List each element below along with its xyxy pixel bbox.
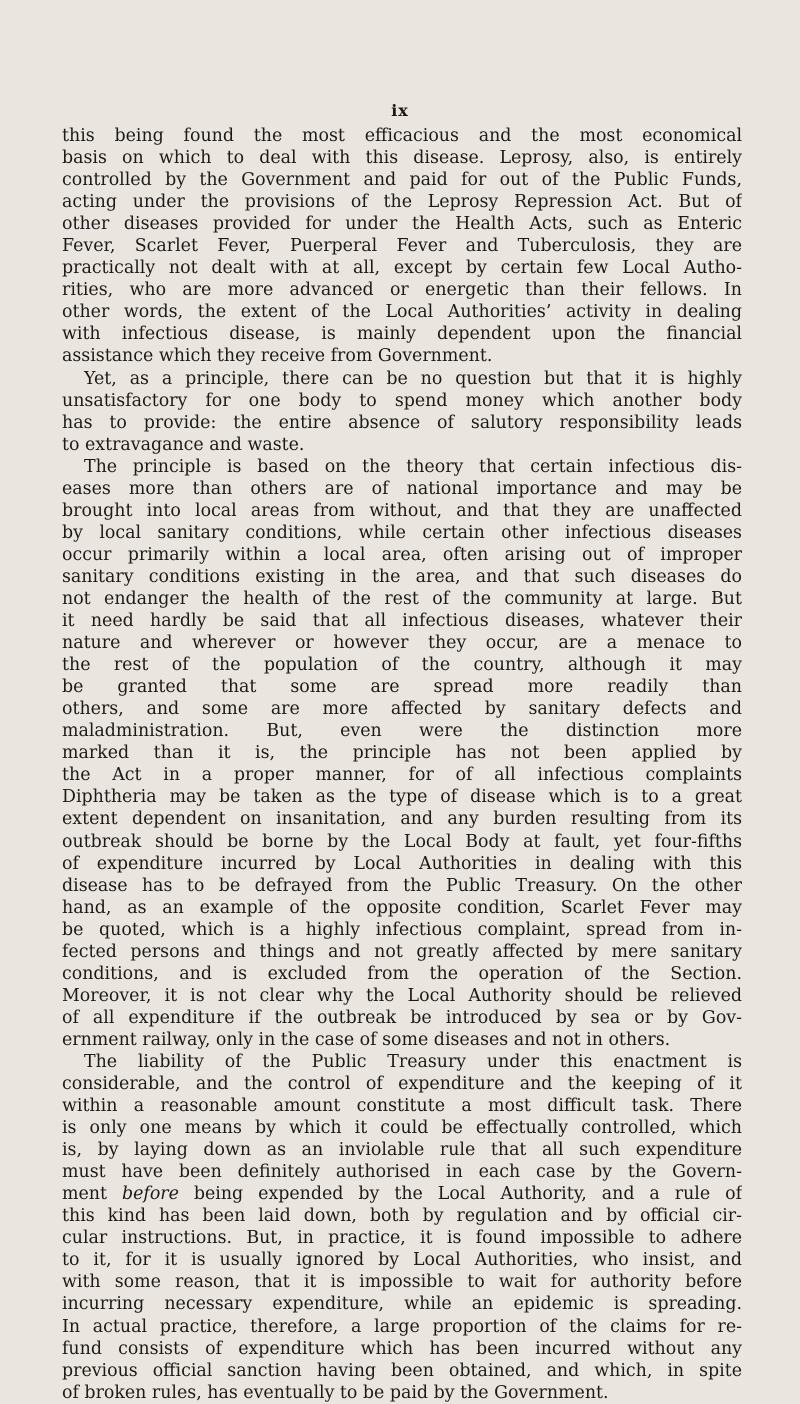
text-line: marked than it is, the principle has not been applied by	[62, 743, 742, 764]
text-line: fund consists of expenditure which has been incurred without any	[62, 1338, 742, 1359]
text-line: conditions, and is excluded from the operation of the Section.	[62, 963, 742, 984]
text-line: to extravagance and waste.	[62, 434, 305, 455]
text-line: of all expenditure if the outbreak be introduced by sea or by Gov-	[62, 1007, 742, 1028]
text-line: maladministration. But, even were the distinction more	[62, 721, 742, 742]
text-line: be granted that some are spread more readily than	[62, 677, 742, 698]
text-line: others, and some are more affected by sanitary defects and	[62, 699, 742, 720]
text-line: fected persons and things and not greatly affected by mere sanitary	[62, 941, 742, 962]
text-line: the rest of the population of the country, although it may	[62, 655, 742, 676]
text-line: basis on which to deal with this disease. Leprosy, also, is entirely	[62, 148, 742, 169]
text-line: hand, as an example of the opposite condition, Scarlet Fever may	[62, 897, 742, 918]
text-line: with some reason, that it is impossible to wait for authority before	[62, 1272, 742, 1293]
text-line: outbreak should be borne by the Local Body at fault, yet four-fifths	[62, 831, 742, 852]
text-line: within a reasonable amount constitute a most difficult task. There	[62, 1096, 742, 1117]
text-line: with infectious disease, is mainly dependent upon the financial	[62, 324, 742, 345]
text-line: this being found the most efficacious and the most economical	[62, 126, 742, 146]
text-line: The principle is based on the theory that certain infectious dis-	[84, 456, 742, 477]
text-line: occur primarily within a local area, often arising out of improper	[62, 544, 742, 565]
text-line: Diphtheria may be taken as the type of disease which is to a great	[62, 787, 742, 808]
text-line: Moreover, it is not clear why the Local Authority should be relieved	[62, 985, 742, 1006]
text-line: has to provide: the entire absence of salutory responsibility leads	[62, 412, 742, 433]
text-line: is only one means by which it could be effectually controlled, which	[62, 1118, 742, 1139]
text-line: by local sanitary conditions, while certain other infectious diseases	[62, 522, 742, 543]
text-line: controlled by the Government and paid for out of the Public Funds,	[62, 170, 742, 191]
text-line: incurring necessary expenditure, while an epidemic is spreading.	[62, 1294, 742, 1315]
text-line: of expenditure incurred by Local Authorities in dealing with this	[62, 853, 742, 874]
body-text	[62, 125, 742, 1404]
text-line: considerable, and the control of expenditure and the keeping of it	[62, 1074, 742, 1095]
text-line: The liability of the Public Treasury under this enactment is	[84, 1051, 742, 1072]
text-line: other diseases provided for under the Health Acts, such as Enteric	[62, 214, 742, 235]
text-line: not endanger the health of the rest of the community at large. But	[62, 588, 742, 609]
text-line: this kind has been laid down, both by regulation and by official cir-	[62, 1206, 742, 1227]
text-line: acting under the provisions of the Leprosy Repression Act. But of	[62, 192, 742, 213]
text-line: cular instructions. But, in practice, it is found impossible to adhere	[62, 1228, 742, 1249]
text-line: ernment railway, only in the case of some diseases and not in others.	[62, 1029, 671, 1050]
text-line: previous official sanction having been obtained, and which, in spite	[62, 1360, 742, 1381]
text-line: assistance which they receive from Government.	[62, 346, 493, 367]
text-line: nature and wherever or however they occur, are a menace to	[62, 633, 742, 654]
text-line: be quoted, which is a highly infectious complaint, spread from in-	[62, 919, 742, 940]
text-line: other words, the extent of the Local Authorities’ activity in dealing	[62, 302, 742, 323]
text-line: the Act in a proper manner, for of all infectious complaints	[62, 765, 742, 786]
text-line: brought into local areas from without, and that they are unaffected	[62, 500, 742, 521]
text-line: practically not dealt with at all, except by certain few Local Autho-	[62, 258, 742, 279]
text-line: rities, who are more advanced or energetic than their fellows. In	[62, 280, 742, 301]
text-line: extent dependent on insanitation, and any burden resulting from its	[62, 809, 742, 830]
text-line: it need hardly be said that all infectious diseases, whatever their	[62, 611, 742, 632]
text-line: sanitary conditions existing in the area, and that such diseases do	[62, 566, 742, 587]
text-line: ment before being expended by the Local Authority, and a rule of	[62, 1184, 742, 1205]
text-line: In actual practice, therefore, a large proportion of the claims for re-	[62, 1316, 742, 1337]
text-line: Yet, as a principle, there can be no question but that it is highly	[84, 368, 742, 389]
text-line: of broken rules, has eventually to be paid by the Government.	[62, 1382, 609, 1403]
text-line: unsatisfactory for one body to spend money which another body	[62, 390, 742, 411]
text-line: is, by laying down as an inviolable rule that all such expenditure	[62, 1140, 742, 1161]
text-line: to it, for it is usually ignored by Local Authorities, who insist, and	[62, 1250, 742, 1271]
text-line: Fever, Scarlet Fever, Puerperal Fever and Tuberculosis, they are	[62, 236, 742, 257]
text-line: disease has to be defrayed from the Public Treasury. On the other	[62, 875, 742, 896]
page-number: ix	[391, 101, 409, 120]
text-line: eases more than others are of national importance and may be	[62, 478, 742, 499]
text-line: must have been definitely authorised in each case by the Govern-	[62, 1162, 742, 1183]
